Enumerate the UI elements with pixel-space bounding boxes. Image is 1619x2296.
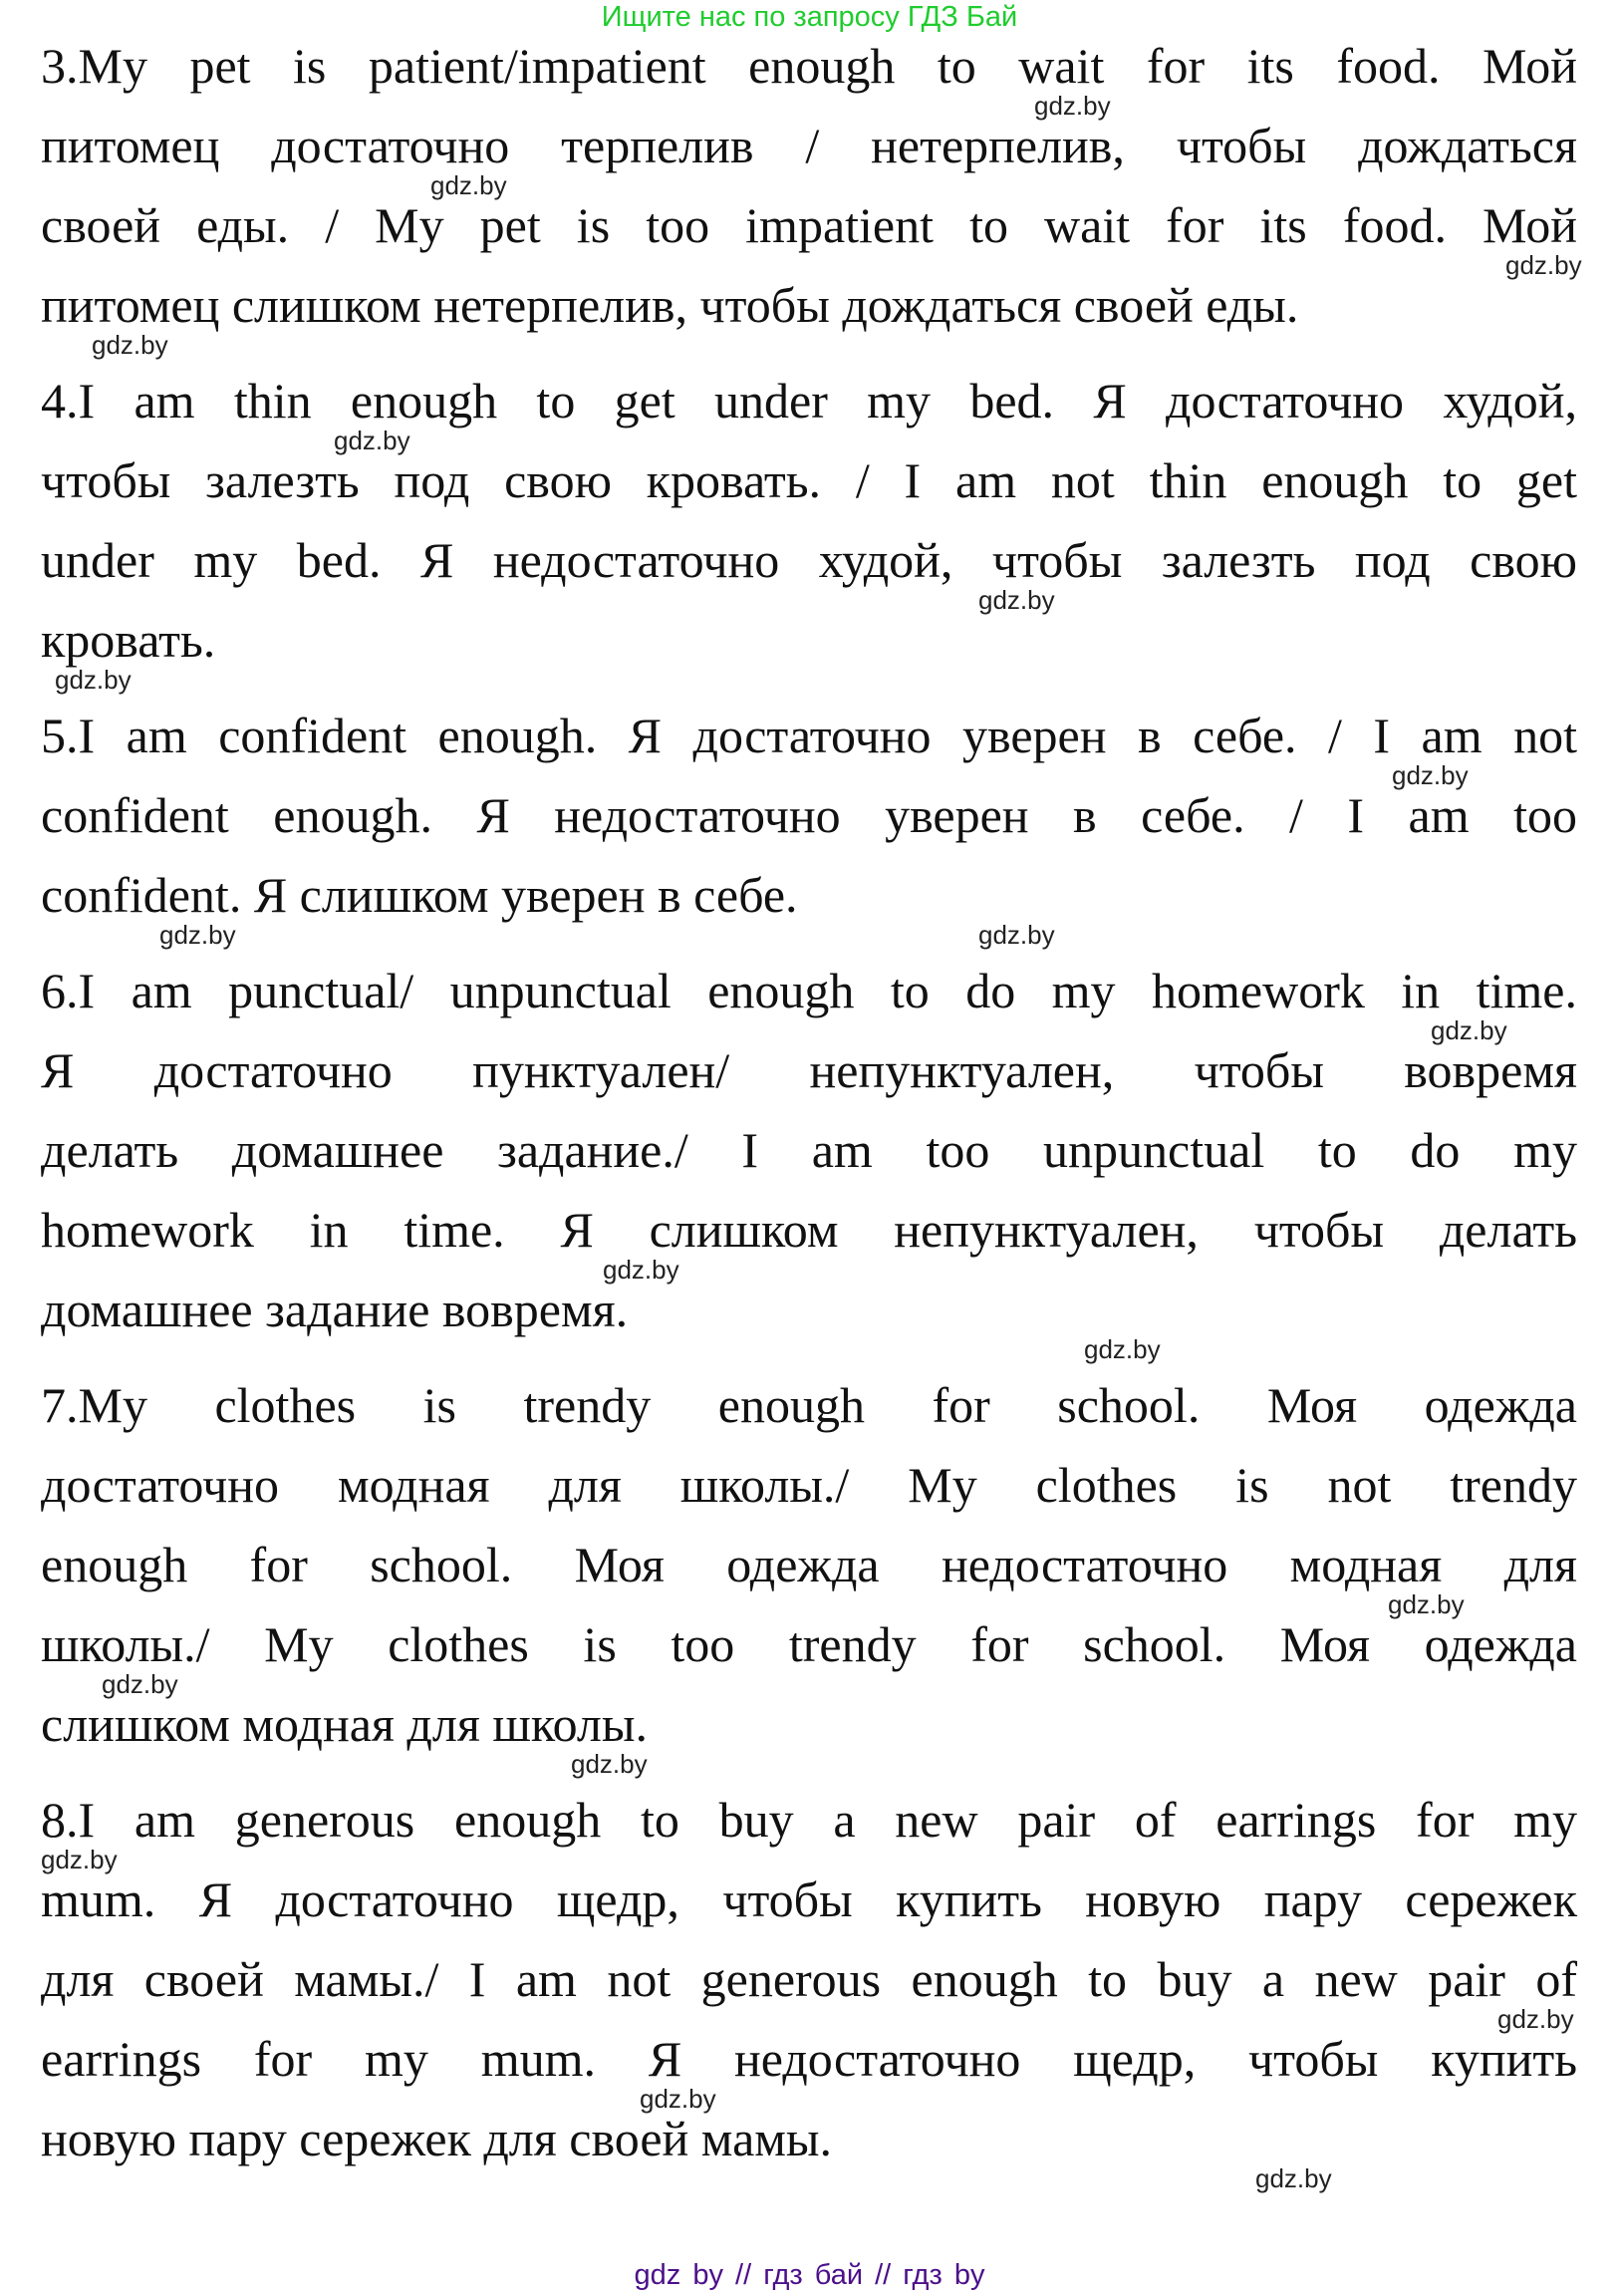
line-gap — [41, 1846, 1577, 1873]
paragraph-8 — [41, 1794, 1577, 2192]
watermark: gdz.by — [1497, 2004, 1574, 2034]
text-line: enough for school. Моя одежда недостаточно модная для — [41, 1537, 1577, 1592]
text-line: домашнее задание вовремя. — [41, 1282, 629, 1337]
line-gap — [41, 1750, 1577, 1778]
text-line: питомец достаточно терпелив / нетерпелив, чтобы дождаться — [41, 118, 1577, 173]
watermark: gdz.by — [1034, 91, 1111, 121]
watermark: gdz.by — [1392, 760, 1469, 790]
line-gap — [41, 1176, 1577, 1204]
line-gap — [41, 250, 1582, 280]
text-line: Я достаточно пунктуален/ непунктуален, чтобы вовремя — [41, 1042, 1577, 1098]
text-line: чтобы залезть под свою кровать. / I am not thin enough to get — [41, 452, 1577, 508]
text-line: школы./ My clothes is too trendy for school. Моя одежда — [41, 1616, 1577, 1672]
line-gap — [41, 92, 1577, 120]
text-line: mum. Я достаточно щедр, чтобы купить новую пару сережек — [41, 1871, 1577, 1927]
watermark: gdz.by — [1431, 1015, 1507, 1045]
watermark: gdz.by — [1084, 1334, 1161, 1364]
text-line: confident. Я слишком уверен в себе. — [41, 867, 798, 923]
line-gap — [41, 2164, 1577, 2192]
watermark: gdz.by — [978, 585, 1055, 615]
watermark: gdz.by — [159, 920, 236, 950]
line-gap — [41, 1256, 1577, 1284]
text-line: under my bed. Я недостаточно худой, чтобы залезть под свою — [41, 532, 1577, 588]
line-gap — [41, 761, 1577, 789]
line-gap — [41, 1096, 1577, 1124]
paragraph-7 — [41, 1379, 1577, 1778]
line-gap — [41, 586, 1577, 614]
text-line: 4.I am thin enough to get under my bed. Я достаточно худой, — [41, 373, 1577, 429]
document-body — [41, 38, 1582, 2208]
line-gap — [41, 1670, 1577, 1698]
text-line: для своей мамы./ I am not generous enough to buy a new pair of — [41, 1951, 1577, 2007]
line-gap — [41, 2005, 1577, 2033]
text-line: homework in time. Я слишком непунктуален, чтобы делать — [41, 1202, 1577, 1258]
watermark: gdz.by — [102, 1669, 178, 1699]
text-line: 6.I am punctual/ unpunctual enough to do my homework in time. — [41, 963, 1577, 1018]
watermark: gdz.by — [41, 1845, 118, 1874]
line-gap — [41, 841, 1577, 869]
text-line: earrings for my mum. Я недостаточно щедр, чтобы купить — [41, 2031, 1577, 2087]
text-line: 3.My pet is patient/impatient enough to wait for its food. Мой — [41, 38, 1577, 94]
text-line: слишком модная для школы. — [41, 1696, 648, 1752]
watermark: gdz.by — [92, 330, 168, 360]
text-line: кровать. — [41, 612, 216, 668]
header-banner: Ищите нас по запросу ГДЗ Бай — [601, 1, 1018, 33]
watermark: gdz.by — [978, 920, 1055, 950]
text-line: новую пару сережек для своей мамы. — [41, 2111, 832, 2166]
watermark: gdz.by — [1388, 1589, 1465, 1619]
line-gap — [41, 1335, 1577, 1363]
line-gap — [41, 1016, 1577, 1044]
line-gap — [41, 171, 1577, 199]
line-gap — [41, 331, 1577, 359]
watermark: gdz.by — [1505, 250, 1582, 280]
text-line: 5.I am confident enough. Я достаточно уверен в себе. / I am not — [41, 708, 1577, 763]
text-line: достаточно модная для школы./ My clothes is not trendy — [41, 1457, 1577, 1513]
text-line: своей еды. / My pet is too impatient to wait for its food. Мой — [41, 197, 1577, 253]
watermark: gdz.by — [640, 2084, 716, 2114]
line-gap — [41, 1925, 1577, 1953]
paragraph-3 — [41, 38, 1582, 360]
watermark: gdz.by — [603, 1255, 679, 1285]
paragraph-4 — [41, 375, 1577, 694]
paragraph-6 — [41, 965, 1577, 1363]
line-gap — [41, 427, 1577, 454]
line-gap — [41, 921, 1577, 949]
line-gap — [41, 506, 1577, 534]
watermark: gdz.by — [571, 1749, 648, 1779]
line-gap — [41, 1590, 1577, 1618]
text-line: делать домашнее задание./ I am too unpunctual to do my — [41, 1122, 1577, 1178]
watermark: gdz.by — [55, 665, 132, 695]
text-line: confident enough. Я недостаточно уверен в себе. / I am too — [41, 787, 1577, 843]
line-gap — [41, 2085, 1577, 2113]
paragraph-5 — [41, 710, 1577, 949]
text-line: питомец слишком нетерпелив, чтобы дождаться своей еды. — [41, 277, 1299, 333]
line-gap — [41, 666, 1577, 694]
watermark: gdz.by — [1255, 2163, 1332, 2193]
line-gap — [41, 1431, 1577, 1459]
text-line: 7.My clothes is trendy enough for school. Моя одежда — [41, 1377, 1577, 1433]
line-gap — [41, 1511, 1577, 1539]
footer-banner: gdz by // гдз бай // гдз by — [634, 2259, 985, 2291]
watermark: gdz.by — [334, 426, 410, 455]
watermark: gdz.by — [430, 170, 507, 200]
text-line: 8.I am generous enough to buy a new pair of earrings for my — [41, 1792, 1577, 1848]
